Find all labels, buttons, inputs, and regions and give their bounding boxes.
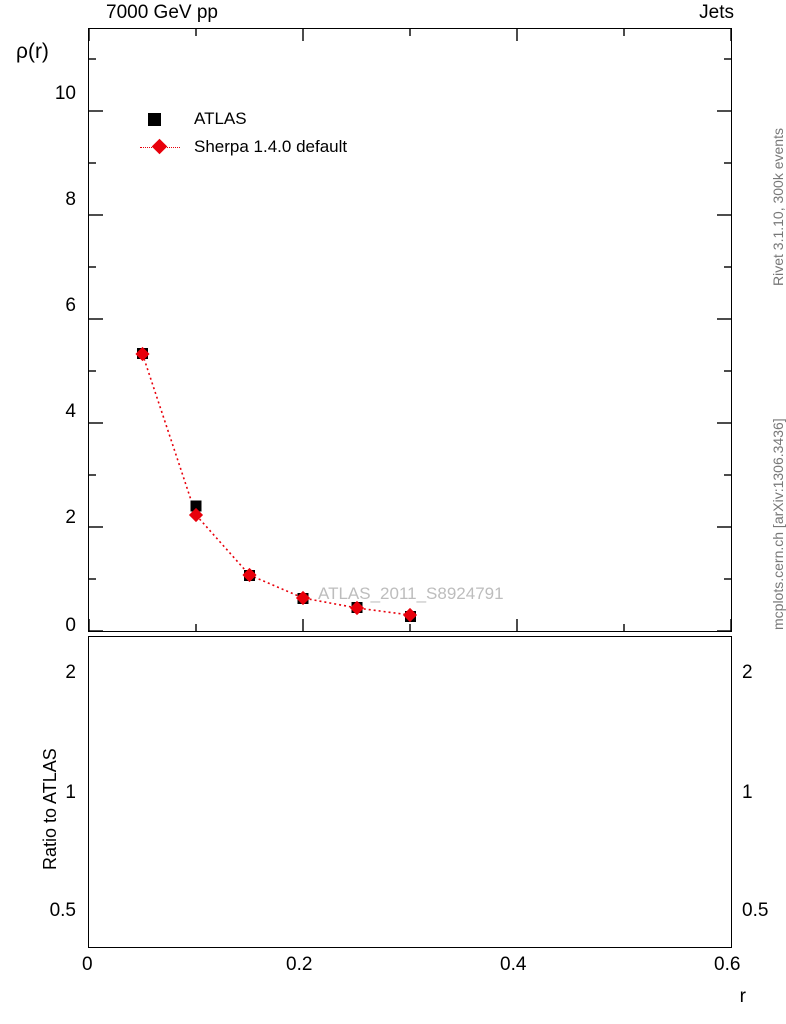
x-tick-0: 0 [82,954,93,975]
rivet-caption: Rivet 3.1.10, 300k events [770,128,786,286]
ratio-y-tick-05-left: 0.5 [49,900,76,921]
ratio-y-tick-1-left: 1 [65,782,76,803]
mcplots-caption: mcplots.cern.ch [arXiv:1306.3436] [770,418,786,630]
y-tick-8: 8 [65,189,76,210]
y-tick-10: 10 [54,83,76,104]
y-tick-2: 2 [65,507,76,528]
process-label: Jets [699,2,734,23]
ratio-plot-frame [88,636,732,948]
series-sherpa-line [143,354,411,615]
main-axis-ticks [89,29,731,631]
x-axis-label: r [739,986,746,1007]
ratio-y-tick-05-right: 0.5 [742,900,769,921]
y-axis-label: ρ(r) [16,40,49,63]
beam-label: 7000 GeV pp [106,2,218,23]
ratio-y-tick-2-left: 2 [65,662,76,683]
ratio-y-tick-2-right: 2 [742,662,753,683]
legend-label-atlas: ATLAS [194,109,247,128]
y-tick-4: 4 [65,401,76,422]
x-tick-02: 0.2 [286,954,313,975]
ratio-y-axis-label: Ratio to ATLAS [40,748,60,870]
y-tick-0: 0 [65,615,76,636]
analysis-watermark: ATLAS_2011_S8924791 [318,584,504,603]
square-marker-icon [148,113,161,126]
legend-label-sherpa: Sherpa 1.4.0 default [194,137,348,156]
ratio-y-tick-1-right: 1 [742,782,753,803]
y-tick-6: 6 [65,295,76,316]
x-tick-04: 0.4 [500,954,527,975]
series-atlas-markers [137,348,416,622]
series-sherpa-markers [135,347,417,622]
x-tick-06: 0.6 [714,954,741,975]
